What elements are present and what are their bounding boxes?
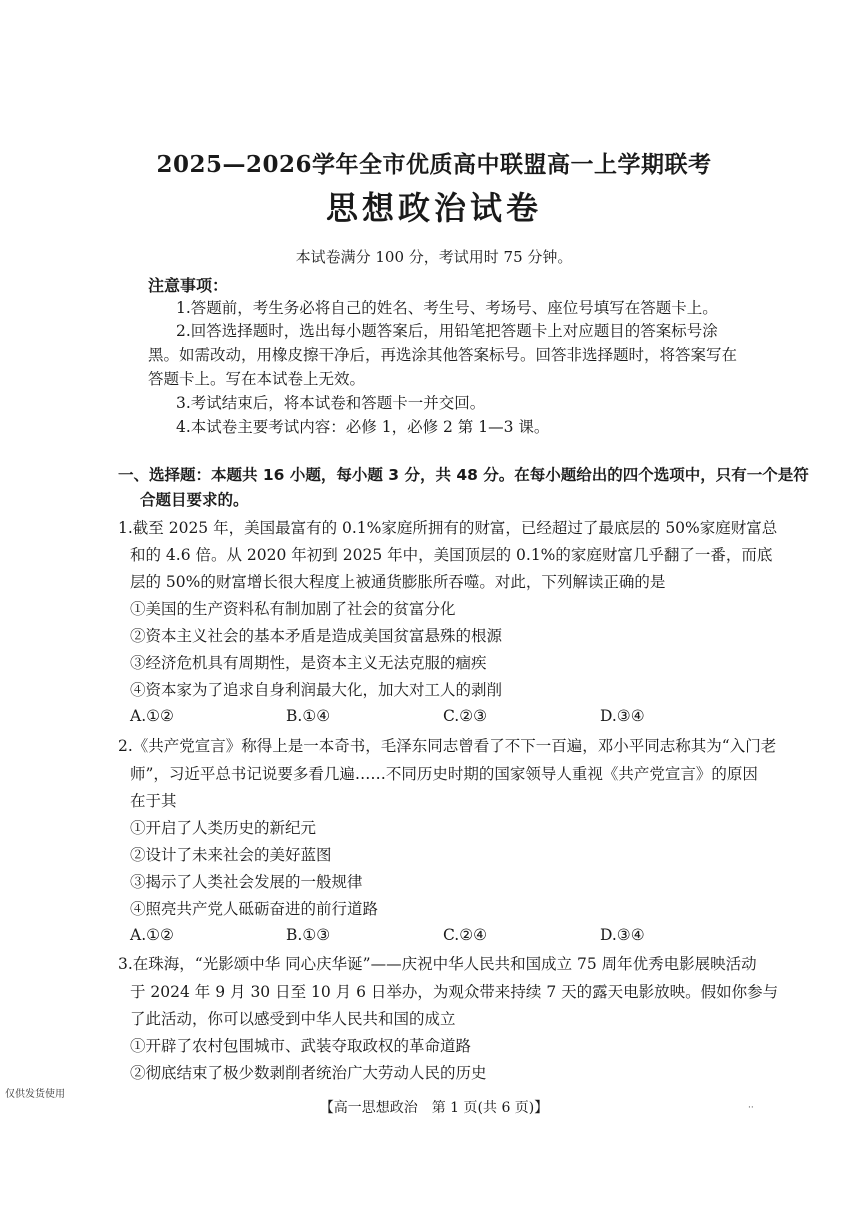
option-b: B.①④ (286, 707, 331, 725)
option-a: A.①② (130, 926, 174, 944)
page-footer: 【高一思想政治 第 1 页(共 6 页)】 (319, 1100, 549, 1116)
option-c: C.②④ (443, 926, 488, 944)
question-stem-line: 了此活动，你可以感受到中华人民共和国的成立 (130, 1010, 456, 1028)
question-item: ①开启了人类历史的新纪元 (130, 819, 317, 837)
option-c: C.②③ (443, 707, 488, 725)
question-stem-line: 1.截至 2025 年，美国最富有的 0.1%家庭所拥有的财富，已经超过了最底层的 50%家庭财富总 (118, 519, 778, 537)
section-heading-line-2: 合题目要求的。 (140, 491, 249, 509)
notice-line-5: 3.考试结束后，将本试卷和答题卡一并交回。 (176, 394, 486, 412)
exam-subject-title: 思想政治试卷 (325, 189, 542, 227)
question-item: ③揭示了人类社会发展的一般规律 (130, 873, 363, 891)
option-d: D.③④ (600, 707, 645, 725)
question-stem-line: 于 2024 年 9 月 30 日至 10 月 6 日举办，为观众带来持续 7 天的露天电影放映。假如你参与 (130, 983, 779, 1001)
section-heading-line-1: 一、选择题：本题共 16 小题，每小题 3 分，共 48 分。在每小题给出的四个选项中，只有一个是符 (118, 466, 809, 484)
notice-line-2: 2.回答选择题时，选出每小题答案后，用铅笔把答题卡上对应题目的答案标号涂 (176, 322, 718, 340)
question-stem-line: 层的 50%的财富增长很大程度上被通货膨胀所吞噬。对此，下列解读正确的是 (130, 573, 666, 591)
option-b: B.①③ (286, 926, 331, 944)
question-item: ①美国的生产资料私有制加剧了社会的贫富分化 (130, 600, 456, 618)
notice-line-1: 1.答题前，考生务必将自己的姓名、考生号、考场号、座位号填写在答题卡上。 (176, 299, 718, 317)
notice-line-6: 4.本试卷主要考试内容：必修 1，必修 2 第 1—3 课。 (176, 418, 550, 436)
corner-mark: ·· (748, 1103, 754, 1113)
exam-title-line: 2025—2026学年全市优质高中联盟高一上学期联考 (156, 151, 712, 178)
notice-line-3: 黑。如需改动，用橡皮擦干净后，再选涂其他答案标号。回答非选择题时，将答案写在 (148, 346, 738, 364)
exam-score-time: 本试卷满分 100 分，考试用时 75 分钟。 (295, 248, 573, 266)
question-item: ①开辟了农村包围城市、武装夺取政权的革命道路 (130, 1037, 472, 1055)
question-item: ②彻底结束了极少数剥削者统治广大劳动人民的历史 (130, 1064, 487, 1082)
question-stem-line: 师”，习近平总书记说要多看几遍……不同历史时期的国家领导人重视《共产党宣言》的原因 (130, 765, 758, 783)
option-a: A.①② (130, 707, 174, 725)
question-stem-line: 2.《共产党宣言》称得上是一本奇书，毛泽东同志曾看了不下一百遍，邓小平同志称其为“入门老 (118, 737, 777, 755)
question-stem-line: 和的 4.6 倍。从 2020 年初到 2025 年中，美国顶层的 0.1%的家庭财富几乎翻了一番，而底 (130, 546, 773, 564)
notice-heading: 注意事项： (148, 276, 229, 295)
question-stem-line: 在于其 (130, 792, 177, 810)
notice-line-4: 答题卡上。写在本试卷上无效。 (148, 370, 366, 388)
question-item: ②资本主义社会的基本矛盾是造成美国贫富悬殊的根源 (130, 627, 503, 645)
question-item: ④照亮共产党人砥砺奋进的前行道路 (130, 900, 379, 918)
question-item: ③经济危机具有周期性，是资本主义无法克服的痼疾 (130, 654, 487, 672)
option-d: D.③④ (600, 926, 645, 944)
side-note: 仅供发货使用 (5, 1089, 65, 1100)
question-stem-line: 3.在珠海，“光影颂中华 同心庆华诞”——庆祝中华人民共和国成立 75 周年优秀电影展映活动 (118, 955, 757, 973)
question-item: ④资本家为了追求自身利润最大化，加大对工人的剥削 (130, 681, 503, 699)
question-item: ②设计了未来社会的美好蓝图 (130, 846, 332, 864)
